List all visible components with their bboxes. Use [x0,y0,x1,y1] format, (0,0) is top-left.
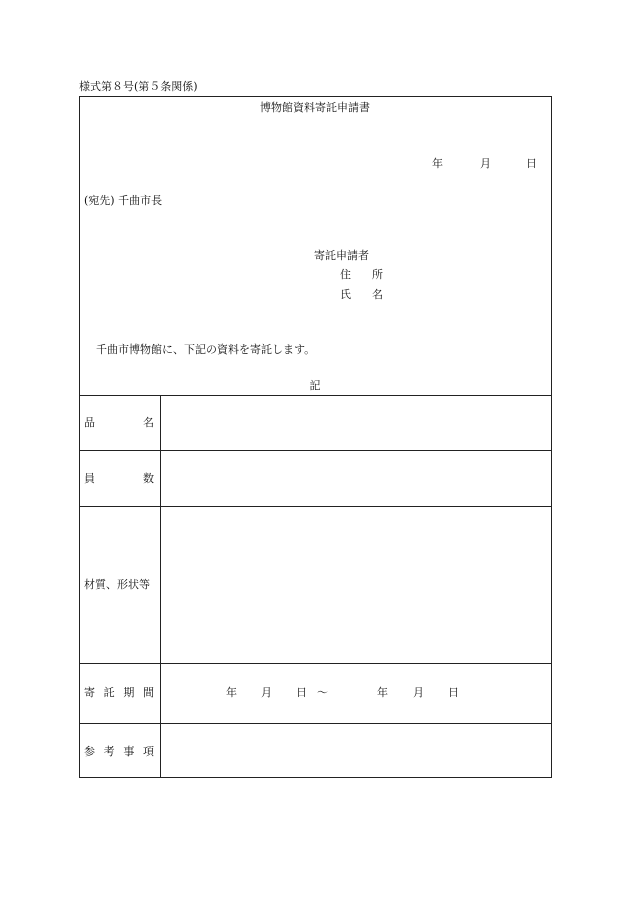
deposit-period-label [84,686,154,700]
date-month-label: 月 [480,157,491,170]
reference-label [84,745,154,759]
item-name-field[interactable] [162,397,550,449]
period-start-day: 日 [296,686,307,699]
period-label-char-1: 寄 [84,686,95,699]
count-label [84,472,154,486]
item-name-label [84,416,154,430]
name-label-char-2: 名 [372,288,383,301]
material-label: 材質、形状等 [84,578,150,591]
table-top-rule [79,395,552,396]
period-end-day: 日 [448,686,459,699]
addressee: (宛先) 千曲市長 [84,194,163,207]
address-label-char-2: 所 [372,268,383,281]
period-label-char-3: 期 [123,686,135,699]
form-number-label: 様式第８号(第５条関係) [79,80,198,93]
row-rule [79,663,552,664]
period-label-char-2: 託 [103,686,115,699]
row-rule [79,506,552,507]
address-label-char-1: 住 [340,268,351,281]
row-rule [79,450,552,451]
name-label-char-1: 氏 [340,288,351,301]
period-label-char-4: 間 [142,686,154,699]
ki-heading: 記 [309,379,321,392]
row-rule [79,723,552,724]
item-name-label-char-2: 名 [143,416,154,429]
reference-label-char-2: 考 [103,745,115,758]
form-title: 博物館資料寄託申請書 [260,101,370,114]
period-tilde: ～ [317,686,328,699]
period-start-month: 月 [261,686,272,699]
date-year-label: 年 [432,157,443,170]
item-name-label-char-1: 品 [84,416,95,429]
reference-field[interactable] [162,725,550,777]
label-column-rule [160,395,161,778]
material-field[interactable] [162,508,550,662]
period-end-year: 年 [377,686,388,699]
period-end-month: 月 [413,686,424,699]
applicant-heading: 寄託申請者 [314,249,369,262]
request-statement: 千曲市博物館に、下記の資料を寄託します。 [96,343,316,356]
count-label-char-1: 員 [84,472,95,485]
period-start-year: 年 [226,686,237,699]
date-day-label: 日 [526,157,537,170]
count-label-char-2: 数 [143,472,154,485]
reference-label-char-4: 項 [142,745,154,758]
reference-label-char-1: 参 [84,745,95,758]
reference-label-char-3: 事 [123,745,135,758]
count-field[interactable] [162,452,550,505]
